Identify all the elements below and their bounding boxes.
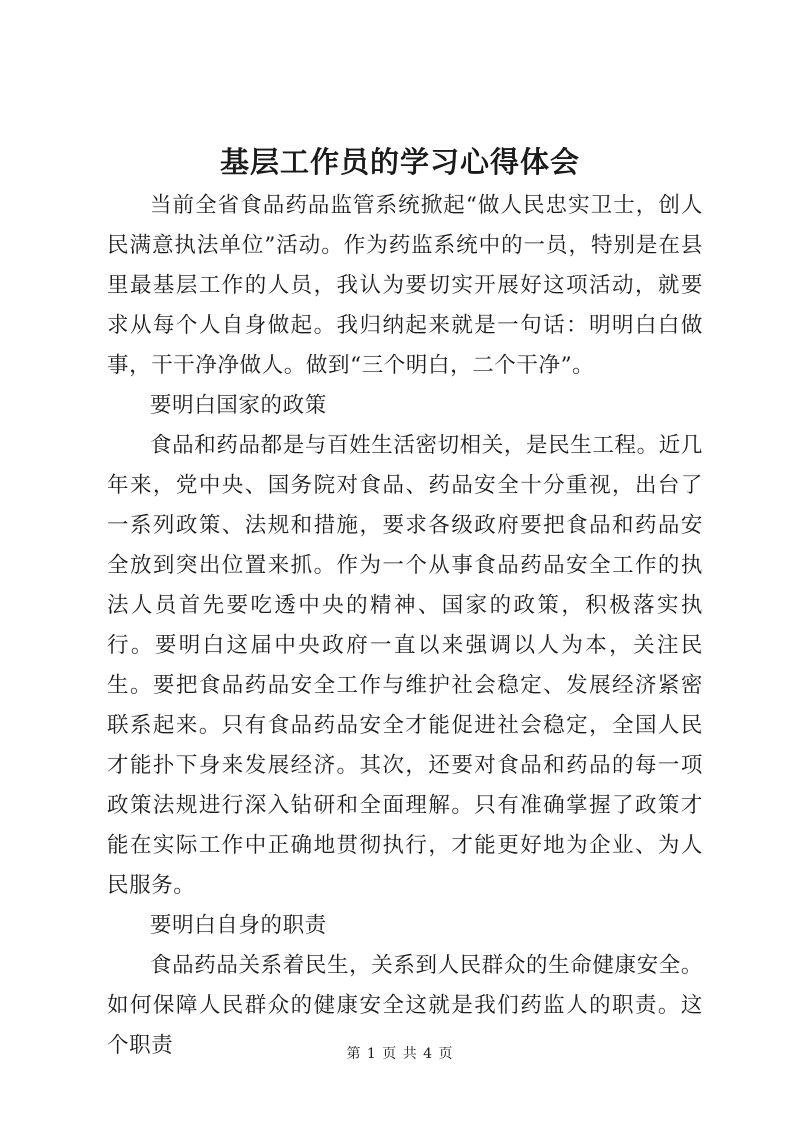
page-footer: 第 1 页 共 4 页: [346, 1046, 454, 1062]
document-title: 基层工作员的学习心得体会: [219, 145, 580, 179]
section-heading-duty: 要明白自身的职责: [150, 913, 327, 938]
paragraph-duty: 食品药品关系着民生，关系到人民群众的生命健康安全。如何保障人民群众的健康安全这就是我们药监人的职责。这个职责: [107, 953, 703, 1058]
section-heading-policy: 要明白国家的政策: [150, 393, 327, 418]
paragraph-policy: 食品和药品都是与百姓生活密切相关，是民生工程。近几年来，党中央、国务院对食品、药品安全十分重视，出台了一系列政策、法规和措施，要求各级政府要把食品和药品安全放到突出位置来抓。作为一个从事食品药品安全工作的执法人员首先要吃透中央的精神、国家的政策，积极落实执行。要明白这届中央政府一直以来强调以人为本，关注民生。要把食品药品安全工作与维护社会稳定、发展经济紧密联系起来。只有食品药品安全才能促进社会稳定，全国人民才能扑下身来发展经济。其次，还要对食品和药品的每一项政策法规进行深入钻研和全面理解。只有准确掌握了政策才能在实际工作中正确地贯彻执行，才能更好地为企业、为人民服务。: [107, 433, 703, 898]
document-body: [107, 186, 703, 1066]
paragraph-intro: 当前全省食品药品监管系统掀起“做人民忠实卫士，创人民满意执法单位”活动。作为药监系统中的一员，特别是在县里最基层工作的人员，我认为要切实开展好这项活动，就要求从每个人自身做起。我归纳起来就是一句话：明明白白做事，干干净净做人。做到“三个明白，二个干净”。: [107, 193, 703, 378]
